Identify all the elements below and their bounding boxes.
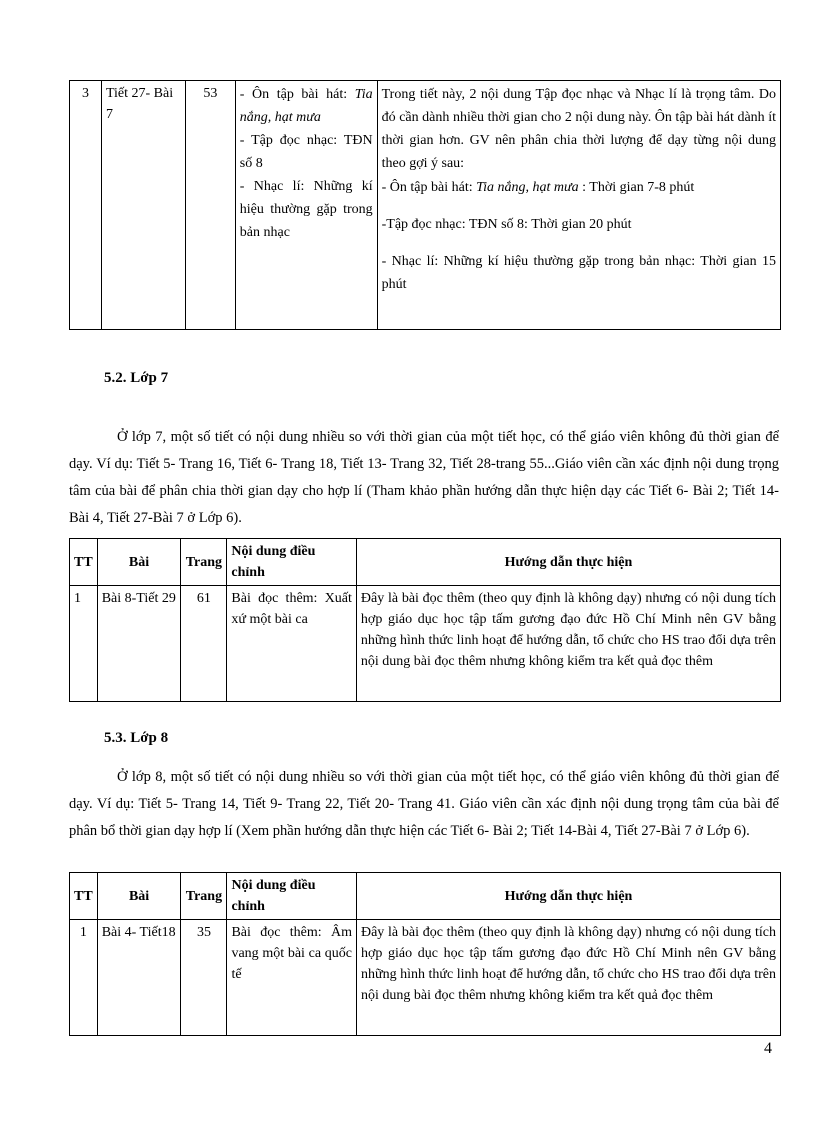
cell-trang: 53 <box>185 81 235 330</box>
header-huongdan: Hướng dẫn thực hiện <box>356 539 780 586</box>
section-heading-lop7: 5.2. Lớp 7 <box>104 370 169 386</box>
noidung-line-1: - Ôn tập bài hát: <box>239 87 355 102</box>
cell-huongdan: Đây là bài đọc thêm (theo quy định là không dạy) nhưng có nội dung tích hợp giáo dục học tập tấm gương đạo đức Hồ Chí Minh nên GV bằng những hình thức linh hoạt để hướng dẫn, tổ chức cho HS trao đổi dựa trên nội dung bài đọc thêm nhưng không kiểm tra kết quả đọc thêm <box>356 586 780 702</box>
cell-noidung <box>235 81 377 330</box>
song-title: Tia nắng, hạt mưa <box>476 180 579 195</box>
header-bai: Bài <box>97 873 181 920</box>
noidung-line-2: - Tập đọc nhạc: TĐN số 8 <box>239 133 373 171</box>
cell-huongdan <box>377 81 780 330</box>
table-row <box>70 586 781 702</box>
lop8-table <box>69 872 781 1036</box>
table-header-row <box>70 539 781 586</box>
noidung-line-3: - Nhạc lí: Những kí hiệu thường gặp trong bản nhạc <box>239 179 373 240</box>
lop7-table <box>69 538 781 702</box>
cell-bai: Bài 4- Tiết18 <box>97 920 181 1036</box>
huongdan-para-1: Trong tiết này, 2 nội dung Tập đọc nhạc và Nhạc lí là trọng tâm. Do đó cần dành nhiều thời gian cho 2 nội dung này. Ôn tập bài hát dành ít thời gian hơn. GV nên phân chia thời lượng để dạy từng nội dung theo gợi ý sau: <box>381 87 776 171</box>
cell-trang: 35 <box>181 920 227 1036</box>
header-bai: Bài <box>97 539 181 586</box>
cell-noidung: Bài đọc thêm: Xuất xứ một bài ca <box>227 586 357 702</box>
section-heading-lop8: 5.3. Lớp 8 <box>104 730 169 746</box>
section-paragraph-lop8: Ở lớp 8, một số tiết có nội dung nhiều so với thời gian của một tiết học, có thể giáo viên không đủ thời gian để dạy. Ví dụ: Tiết 5- Trang 14, Tiết 9- Trang 22, Tiết 20- Trang 41. Giáo viên cần xác định nội dung trọng tâm của bài để phân bổ thời gian dạy hợp lí (Xem phần hướng dẫn thực hiện các Tiết 6- Bài 2; Tiết 14-Bài 4, Tiết 27-Bài 7 ở Lớp 6). <box>69 769 779 839</box>
table-row <box>70 81 781 330</box>
lop6-continuation-table <box>69 80 781 330</box>
header-trang: Trang <box>181 873 227 920</box>
header-tt: TT <box>70 873 98 920</box>
cell-huongdan: Đây là bài đọc thêm (theo quy định là không dạy) nhưng có nội dung tích hợp giáo dục học tập tấm gương đạo đức Hồ Chí Minh nên GV bằng những hình thức linh hoạt để hướng dẫn, tổ chức cho HS trao đổi dựa trên nội dung bài đọc thêm nhưng không kiểm tra kết quả đọc thêm <box>356 920 780 1036</box>
cell-trang: 61 <box>181 586 227 702</box>
header-trang: Trang <box>181 539 227 586</box>
song-title: Tia nắng, hạt mưa <box>239 87 373 125</box>
cell-tt: 1 <box>70 586 98 702</box>
page-number: 4 <box>764 1040 772 1057</box>
cell-bai: Tiết 27- Bài 7 <box>101 81 185 330</box>
table-header-row <box>70 873 781 920</box>
header-tt: TT <box>70 539 98 586</box>
huongdan-para-2 <box>382 176 776 199</box>
cell-bai: Bài 8-Tiết 29 <box>97 586 181 702</box>
table-row <box>70 920 781 1036</box>
header-huongdan: Hướng dẫn thực hiện <box>356 873 780 920</box>
huongdan-para-2-suffix: : Thời gian 7-8 phút <box>578 180 695 195</box>
cell-noidung: Bài đọc thêm: Âm vang một bài ca quốc tế <box>227 920 357 1036</box>
huongdan-para-3: -Tập đọc nhạc: TĐN số 8: Thời gian 20 phút <box>381 217 632 232</box>
section-paragraph-lop7: Ở lớp 7, một số tiết có nội dung nhiều so với thời gian của một tiết học, có thể giáo viên không đủ thời gian để dạy. Ví dụ: Tiết 5- Trang 16, Tiết 6- Trang 18, Tiết 13- Trang 32, Tiết 28-trang 55...Giáo viên cần xác định nội dung trọng tâm của bài để phân chia thời gian dạy cho hợp lí (Tham khảo phần hướng dẫn thực hiện dạy các Tiết 6- Bài 2; Tiết 14-Bài 4, Tiết 27-Bài 7 ở Lớp 6). <box>69 429 779 526</box>
header-noidung: Nội dung điều chỉnh <box>227 539 357 586</box>
cell-tt: 1 <box>70 920 98 1036</box>
cell-tt: 3 <box>70 81 102 330</box>
huongdan-para-4: - Nhạc lí: Những kí hiệu thường gặp trong bản nhạc: Thời gian 15 phút <box>381 254 776 292</box>
huongdan-para-2-prefix: - Ôn tập bài hát: <box>381 180 477 195</box>
header-noidung: Nội dung điều chỉnh <box>227 873 357 920</box>
